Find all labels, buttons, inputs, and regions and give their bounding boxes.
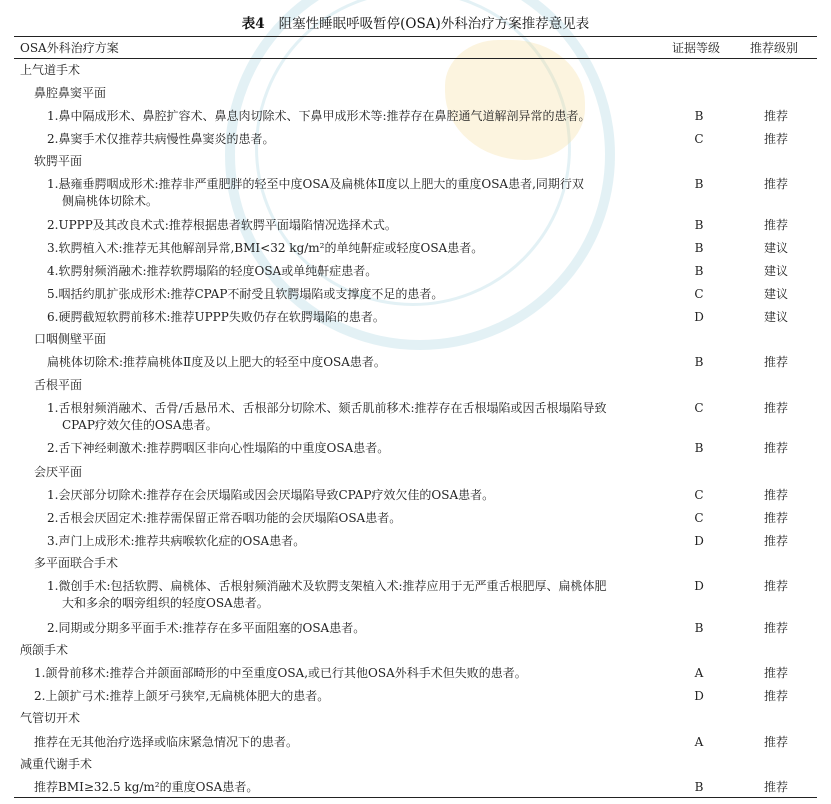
row-text: 1.鼻中隔成形术、鼻腔扩容术、鼻息肉切除术、下鼻甲成形术等:推荐存在鼻腔通气道解剖异常的患者。: [47, 109, 591, 123]
row-text: 1.舌根射频消融术、舌骨/舌悬吊术、舌根部分切除术、颏舌肌前移术:推荐存在舌根塌陷或因舌根塌陷导致: [47, 401, 607, 415]
evidence-level-cell: B: [694, 355, 704, 369]
recommendation-level-cell: 建议: [763, 287, 788, 301]
row-text: 减重代谢手术: [20, 757, 93, 771]
row-text: 2.舌根会厌固定术:推荐需保留正常吞咽功能的会厌塌陷OSA患者。: [47, 511, 402, 525]
evidence-level-cell: C: [694, 488, 704, 502]
row-text-continuation: 侧扁桃体切除术。: [62, 194, 159, 208]
row-text: 推荐BMI≥32.5 kg/m²的重度OSA患者。: [34, 780, 259, 794]
row-text-continuation: CPAP疗效欠佳的OSA患者。: [62, 418, 218, 432]
evidence-level-cell: C: [694, 401, 704, 415]
row-text: 推荐在无其他治疗选择或临床紧急情况下的患者。: [34, 735, 299, 749]
table-title: [0, 12, 831, 32]
evidence-level-cell: A: [694, 735, 704, 749]
row-text: 1.颌骨前移术:推荐合并颌面部畸形的中至重度OSA,或已行其他OSA外科手术但失败的患者。: [34, 666, 527, 680]
row-text: 气管切开术: [20, 711, 81, 725]
recommendation-level-cell: 推荐: [763, 666, 788, 680]
evidence-level-cell: B: [694, 109, 704, 123]
row-text: 3.软腭植入术:推荐无其他解剖异常,BMI<32 kg/m²的单纯鼾症或轻度OSA患者。: [47, 241, 484, 255]
evidence-level-cell: B: [694, 177, 704, 191]
row-text: 颅颌手术: [20, 643, 69, 657]
recommendation-level-cell: 推荐: [763, 579, 788, 593]
evidence-level-cell: B: [694, 241, 704, 255]
recommendation-level-cell: 建议: [763, 264, 788, 278]
row-text: 鼻腔鼻窦平面: [34, 86, 107, 100]
row-text: 软腭平面: [34, 154, 83, 168]
watermark-seal-inner-ring: [255, 0, 571, 306]
table-number: 表4: [241, 16, 265, 32]
evidence-level-cell: B: [694, 218, 704, 232]
column-header-plan: OSA外科治疗方案: [20, 41, 119, 55]
table-header-rule: [14, 58, 817, 59]
evidence-level-cell: D: [694, 534, 704, 548]
row-text: 会厌平面: [34, 465, 83, 479]
evidence-level-cell: C: [694, 287, 704, 301]
row-text: 1.悬雍垂腭咽成形术:推荐非严重肥胖的轻至中度OSA及扁桃体Ⅱ度以上肥大的重度OSA患者,同期行双: [47, 177, 584, 191]
row-text: 2.舌下神经刺激术:推荐腭咽区非向心性塌陷的中重度OSA患者。: [47, 441, 390, 455]
column-header-recommend: 推荐级别: [750, 41, 799, 55]
evidence-level-cell: B: [694, 621, 704, 635]
evidence-level-cell: D: [694, 310, 704, 324]
recommendation-level-cell: 推荐: [763, 735, 788, 749]
row-text: 1.微创手术:包括软腭、扁桃体、舌根射频消融术及软腭支架植入术:推荐应用于无严重舌根肥厚、扁桃体肥: [47, 579, 607, 593]
recommendation-level-cell: 推荐: [763, 109, 788, 123]
row-text: 多平面联合手术: [34, 556, 119, 570]
column-header-evidence: 证据等级: [672, 41, 721, 55]
evidence-level-cell: D: [694, 689, 704, 703]
recommendation-level-cell: 推荐: [763, 132, 788, 146]
row-text: 5.咽括约肌扩张成形术:推荐CPAP不耐受且软腭塌陷或支撑度不足的患者。: [47, 287, 444, 301]
recommendation-level-cell: 推荐: [763, 441, 788, 455]
evidence-level-cell: D: [694, 579, 704, 593]
recommendation-level-cell: 推荐: [763, 621, 788, 635]
row-text: 2.鼻窦手术仅推荐共病慢性鼻窦炎的患者。: [47, 132, 275, 146]
row-text-continuation: 大和多余的咽旁组织的轻度OSA患者。: [62, 596, 269, 610]
recommendation-level-cell: 推荐: [763, 177, 788, 191]
recommendation-level-cell: 推荐: [763, 511, 788, 525]
recommendation-level-cell: 推荐: [763, 218, 788, 232]
row-text: 2.上颌扩弓术:推荐上颌牙弓狭窄,无扁桃体肥大的患者。: [34, 689, 330, 703]
recommendation-level-cell: 推荐: [763, 355, 788, 369]
row-text: 舌根平面: [34, 378, 83, 392]
row-text: 上气道手术: [20, 63, 81, 77]
recommendation-level-cell: 推荐: [763, 488, 788, 502]
row-text: 2.UPPP及其改良术式:推荐根据患者软腭平面塌陷情况选择术式。: [47, 218, 397, 232]
table-top-rule: [14, 36, 817, 37]
table-caption: 阻塞性睡眠呼吸暂停(OSA)外科治疗方案推荐意见表: [278, 16, 590, 32]
recommendation-level-cell: 推荐: [763, 780, 788, 794]
row-text: 4.软腭射频消融术:推荐软腭塌陷的轻度OSA或单纯鼾症患者。: [47, 264, 378, 278]
row-text: 1.会厌部分切除术:推荐存在会厌塌陷或因会厌塌陷导致CPAP疗效欠佳的OSA患者。: [47, 488, 495, 502]
evidence-level-cell: B: [694, 264, 704, 278]
recommendation-level-cell: 推荐: [763, 689, 788, 703]
row-text: 3.声门上成形术:推荐共病喉软化症的OSA患者。: [47, 534, 306, 548]
evidence-level-cell: C: [694, 132, 704, 146]
recommendation-level-cell: 建议: [763, 241, 788, 255]
table-bottom-rule: [14, 797, 817, 798]
recommendation-level-cell: 建议: [763, 310, 788, 324]
row-text: 扁桃体切除术:推荐扁桃体Ⅱ度及以上肥大的轻至中度OSA患者。: [47, 355, 386, 369]
row-text: 2.同期或分期多平面手术:推荐存在多平面阻塞的OSA患者。: [47, 621, 366, 635]
recommendation-level-cell: 推荐: [763, 401, 788, 415]
row-text: 6.硬腭截短软腭前移术:推荐UPPP失败仍存在软腭塌陷的患者。: [47, 310, 385, 324]
evidence-level-cell: A: [694, 666, 704, 680]
evidence-level-cell: C: [694, 511, 704, 525]
row-text: 口咽侧壁平面: [34, 332, 107, 346]
evidence-level-cell: B: [694, 441, 704, 455]
evidence-level-cell: B: [694, 780, 704, 794]
recommendation-level-cell: 推荐: [763, 534, 788, 548]
